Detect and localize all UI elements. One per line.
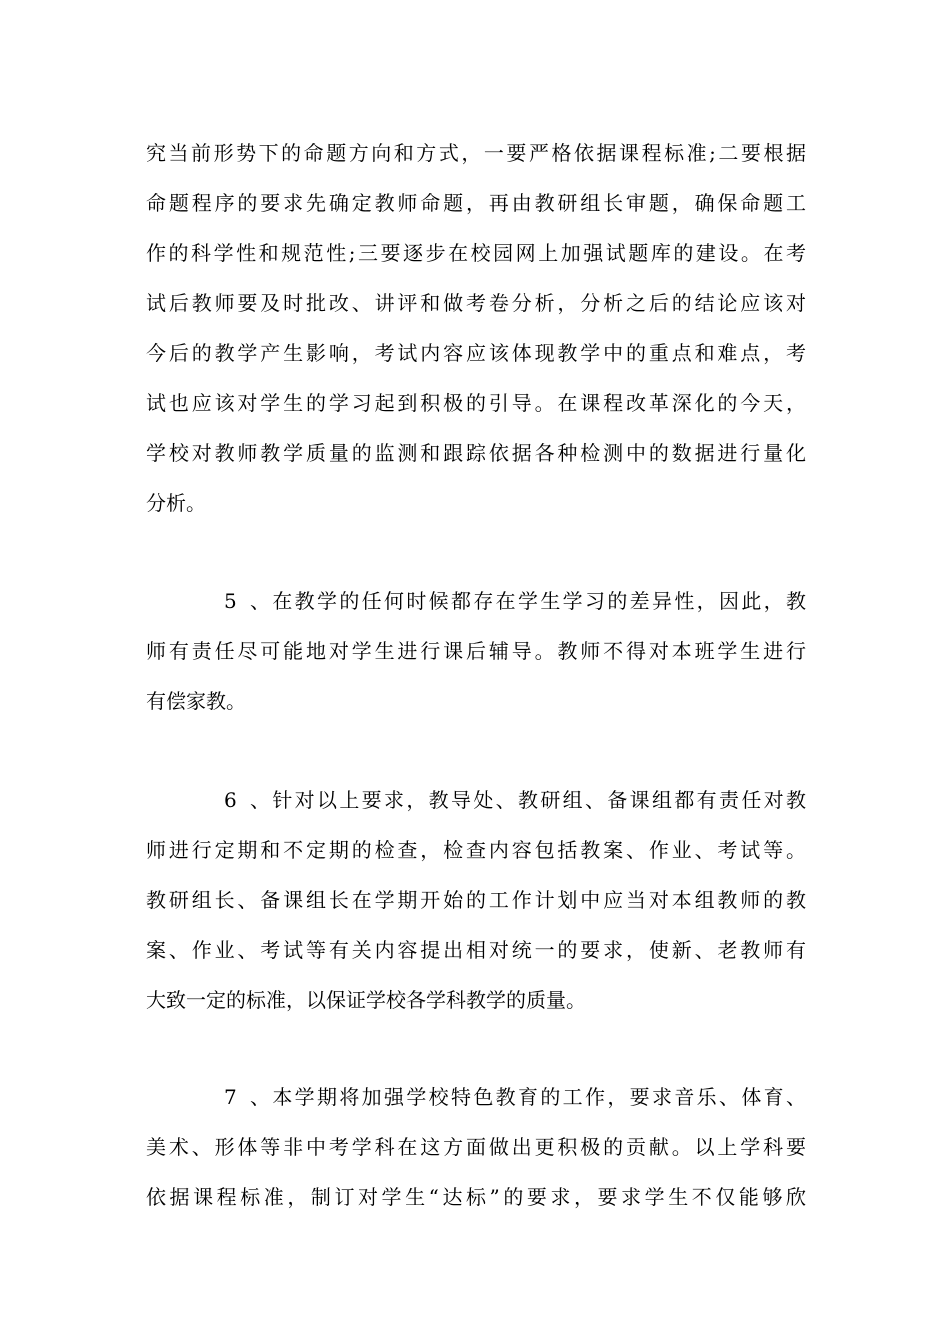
item-number: 7、 bbox=[224, 1085, 270, 1109]
item-number: 5、 bbox=[224, 589, 270, 613]
item-number: 6、 bbox=[224, 788, 270, 812]
text-line: 案、作业、考试等有关内容提出相对统一的要求，使新、老教师有 bbox=[146, 938, 806, 962]
text-line: 师有责任尽可能地对学生进行课后辅导。教师不得对本班学生进行 bbox=[146, 639, 806, 663]
paragraph-item-7 bbox=[146, 1072, 806, 1222]
text-line: 师进行定期和不定期的检查，检查内容包括教案、作业、考试等。 bbox=[146, 838, 806, 862]
text-line: 大致一定的标准，以保证学校各学科教学的质量。 bbox=[146, 988, 586, 1012]
text-line: 今后的教学产生影响，考试内容应该体现教学中的重点和难点，考 bbox=[146, 341, 806, 365]
text-line-content: 在教学的任何时候都存在学生学习的差异性，因此，教 bbox=[270, 589, 806, 613]
text-line: 教研组长、备课组长在学期开始的工作计划中应当对本组教师的教 bbox=[146, 888, 806, 912]
text-line-content: 本学期将加强学校特色教育的工作，要求音乐、体育、 bbox=[270, 1085, 806, 1109]
text-line bbox=[146, 576, 806, 626]
text-line: 学校对教师教学质量的监测和跟踪依据各种检测中的数据进行量化 bbox=[146, 441, 806, 465]
text-line bbox=[146, 775, 806, 825]
text-line: 命题程序的要求先确定教师命题，再由教研组长审题，确保命题工 bbox=[146, 191, 806, 215]
text-line: 作的科学性和规范性;三要逐步在校园网上加强试题库的建设。在考 bbox=[146, 241, 806, 265]
text-line: 美术、形体等非中考学科在这方面做出更积极的贡献。以上学科要 bbox=[146, 1135, 806, 1159]
text-line-content: 针对以上要求，教导处、教研组、备课组都有责任对教 bbox=[270, 788, 806, 812]
paragraph-item-6 bbox=[146, 775, 806, 1025]
text-line: 试后教师要及时批改、讲评和做考卷分析，分析之后的结论应该对 bbox=[146, 291, 806, 315]
paragraph-continued bbox=[146, 128, 806, 528]
text-line: 究当前形势下的命题方向和方式，一要严格依据课程标准;二要根据 bbox=[146, 141, 806, 165]
text-line: 有偿家教。 bbox=[146, 689, 246, 713]
text-line: 分析。 bbox=[146, 491, 206, 515]
text-line bbox=[146, 1072, 806, 1122]
text-line: 依据课程标准，制订对学生“达标”的要求，要求学生不仅能够欣 bbox=[146, 1185, 806, 1209]
paragraph-item-5 bbox=[146, 576, 806, 726]
text-line: 试也应该对学生的学习起到积极的引导。在课程改革深化的今天， bbox=[146, 391, 806, 415]
